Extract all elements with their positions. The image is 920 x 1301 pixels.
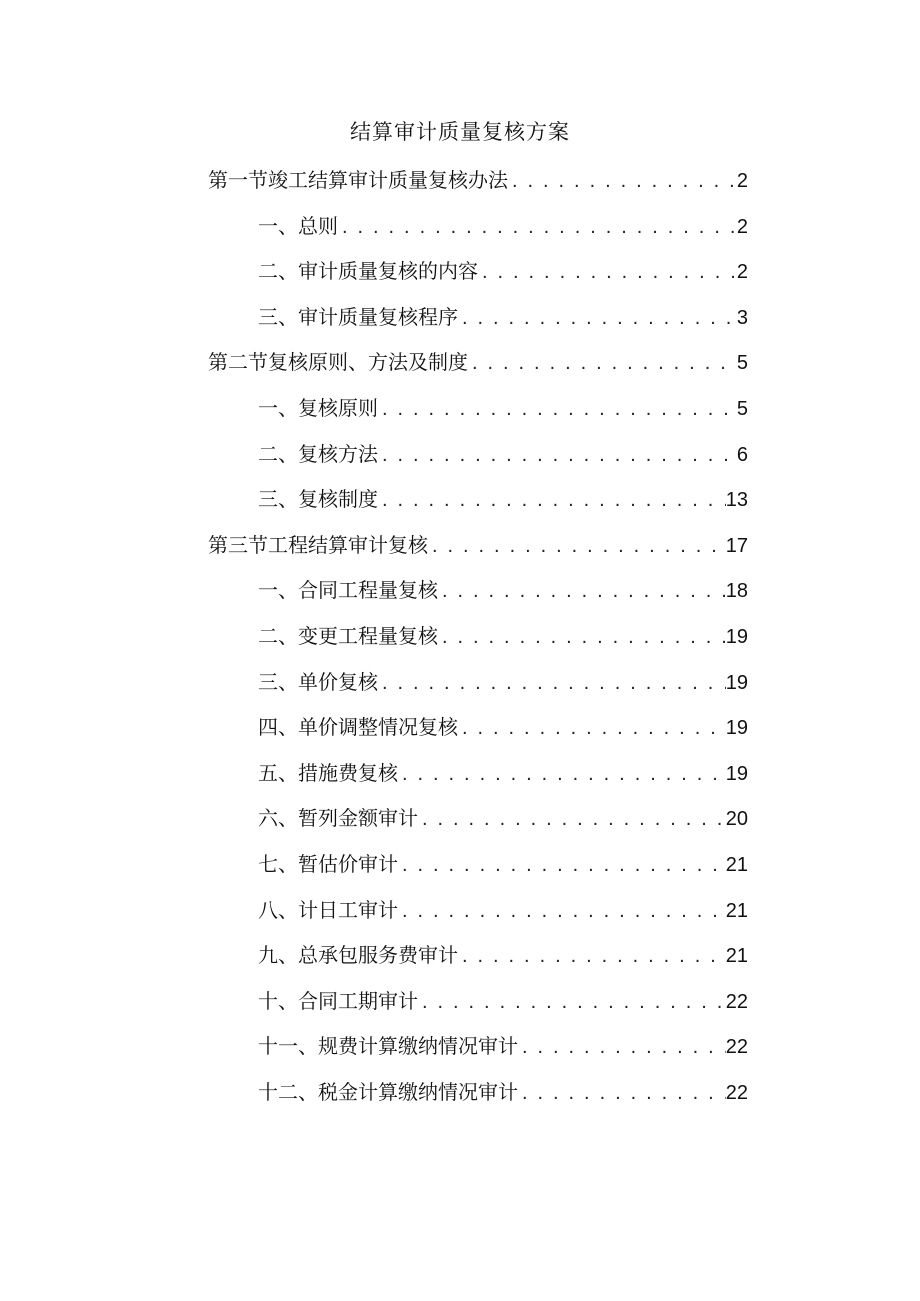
toc-page-number: 21 [725, 945, 748, 968]
table-of-contents [208, 164, 748, 1121]
toc-dot-leader [458, 712, 726, 744]
toc-subsection-entry[interactable] [208, 1076, 748, 1122]
toc-page-number: 6 [736, 443, 748, 466]
toc-entry-label: 一、合同工程量复核 [258, 578, 438, 603]
toc-subsection-entry[interactable] [208, 438, 748, 484]
toc-dot-leader [438, 575, 726, 607]
toc-entry-label: 二、变更工程量复核 [258, 623, 438, 648]
toc-entry-label: 十二、税金计算缴纳情况审计 [258, 1079, 518, 1104]
toc-dot-leader [518, 1077, 726, 1109]
toc-entry-label: 九、总承包服务费审计 [258, 943, 458, 968]
toc-entry-label: 十、合同工期审计 [258, 988, 418, 1013]
toc-dot-leader [398, 758, 726, 790]
toc-subsection-entry[interactable] [208, 985, 748, 1031]
toc-entry-label: 第一节竣工结算审计质量复核办法 [208, 168, 508, 192]
toc-dot-leader [478, 256, 737, 288]
toc-entry-label: 五、措施费复核 [258, 760, 398, 785]
toc-subsection-entry[interactable] [208, 483, 748, 529]
toc-entry-label: 一、复核原则 [258, 395, 378, 420]
toc-page-number: 2 [736, 215, 748, 238]
toc-page-number: 18 [725, 580, 748, 603]
toc-subsection-entry[interactable] [208, 802, 748, 848]
toc-dot-leader [398, 895, 726, 927]
toc-entry-label: 八、计日工审计 [258, 897, 398, 922]
toc-subsection-entry[interactable] [208, 894, 748, 940]
toc-page-number: 19 [725, 717, 748, 740]
toc-entry-label: 四、单价调整情况复核 [258, 715, 458, 740]
toc-entry-label: 三、审计质量复核程序 [258, 304, 458, 329]
toc-entry-label: 二、复核方法 [258, 441, 378, 466]
toc-page-number: 19 [725, 762, 748, 785]
toc-page-number: 13 [725, 489, 748, 512]
toc-page-number: 5 [736, 397, 748, 420]
toc-dot-leader [378, 393, 737, 425]
toc-dot-leader [508, 165, 737, 197]
toc-dot-leader [458, 940, 726, 972]
toc-entry-label: 三、单价复核 [258, 669, 378, 694]
toc-page-number: 2 [736, 170, 748, 192]
toc-page-number: 22 [725, 1081, 748, 1104]
toc-dot-leader [468, 347, 737, 379]
toc-entry-label: 一、总则 [258, 213, 338, 238]
toc-entry-label: 第三节工程结算审计复核 [208, 532, 428, 557]
toc-subsection-entry[interactable] [208, 848, 748, 894]
toc-page-number: 19 [725, 625, 748, 648]
toc-page-number: 3 [736, 306, 748, 329]
toc-subsection-entry[interactable] [208, 574, 748, 620]
toc-subsection-entry[interactable] [208, 301, 748, 347]
toc-page-number: 2 [736, 261, 748, 284]
toc-subsection-entry[interactable] [208, 711, 748, 757]
toc-subsection-entry[interactable] [208, 757, 748, 803]
toc-entry-label: 三、复核制度 [258, 487, 378, 512]
toc-page-number: 21 [725, 853, 748, 876]
toc-dot-leader [378, 667, 726, 699]
toc-subsection-entry[interactable] [208, 210, 748, 256]
toc-section-entry[interactable] [208, 346, 748, 392]
toc-page-number: 20 [725, 808, 748, 831]
toc-page-number: 17 [725, 534, 748, 557]
toc-entry-label: 十一、规费计算缴纳情况审计 [258, 1034, 518, 1059]
toc-section-entry[interactable] [208, 164, 748, 210]
toc-subsection-entry[interactable] [208, 666, 748, 712]
toc-subsection-entry[interactable] [208, 939, 748, 985]
toc-dot-leader [338, 211, 737, 243]
toc-dot-leader [398, 849, 726, 881]
toc-dot-leader [378, 439, 737, 471]
toc-entry-label: 六、暂列金额审计 [258, 806, 418, 831]
toc-subsection-entry[interactable] [208, 255, 748, 301]
toc-entry-label: 二、审计质量复核的内容 [258, 259, 478, 284]
toc-dot-leader [418, 803, 726, 835]
toc-entry-label: 第二节复核原则、方法及制度 [208, 350, 468, 375]
toc-dot-leader [438, 621, 726, 653]
toc-page-number: 22 [725, 990, 748, 1013]
toc-section-entry[interactable] [208, 529, 748, 575]
toc-subsection-entry[interactable] [208, 620, 748, 666]
toc-page-number: 19 [725, 671, 748, 694]
toc-subsection-entry[interactable] [208, 1030, 748, 1076]
document-title: 结算审计质量复核方案 [350, 120, 570, 144]
toc-subsection-entry[interactable] [208, 392, 748, 438]
toc-page-number: 21 [725, 899, 748, 922]
toc-page-number: 22 [725, 1036, 748, 1059]
toc-dot-leader [378, 484, 726, 516]
toc-entry-label: 七、暂估价审计 [258, 851, 398, 876]
toc-dot-leader [428, 530, 726, 562]
toc-page-number: 5 [736, 352, 748, 375]
toc-dot-leader [518, 1031, 726, 1063]
toc-dot-leader [458, 302, 737, 334]
toc-dot-leader [418, 986, 726, 1018]
